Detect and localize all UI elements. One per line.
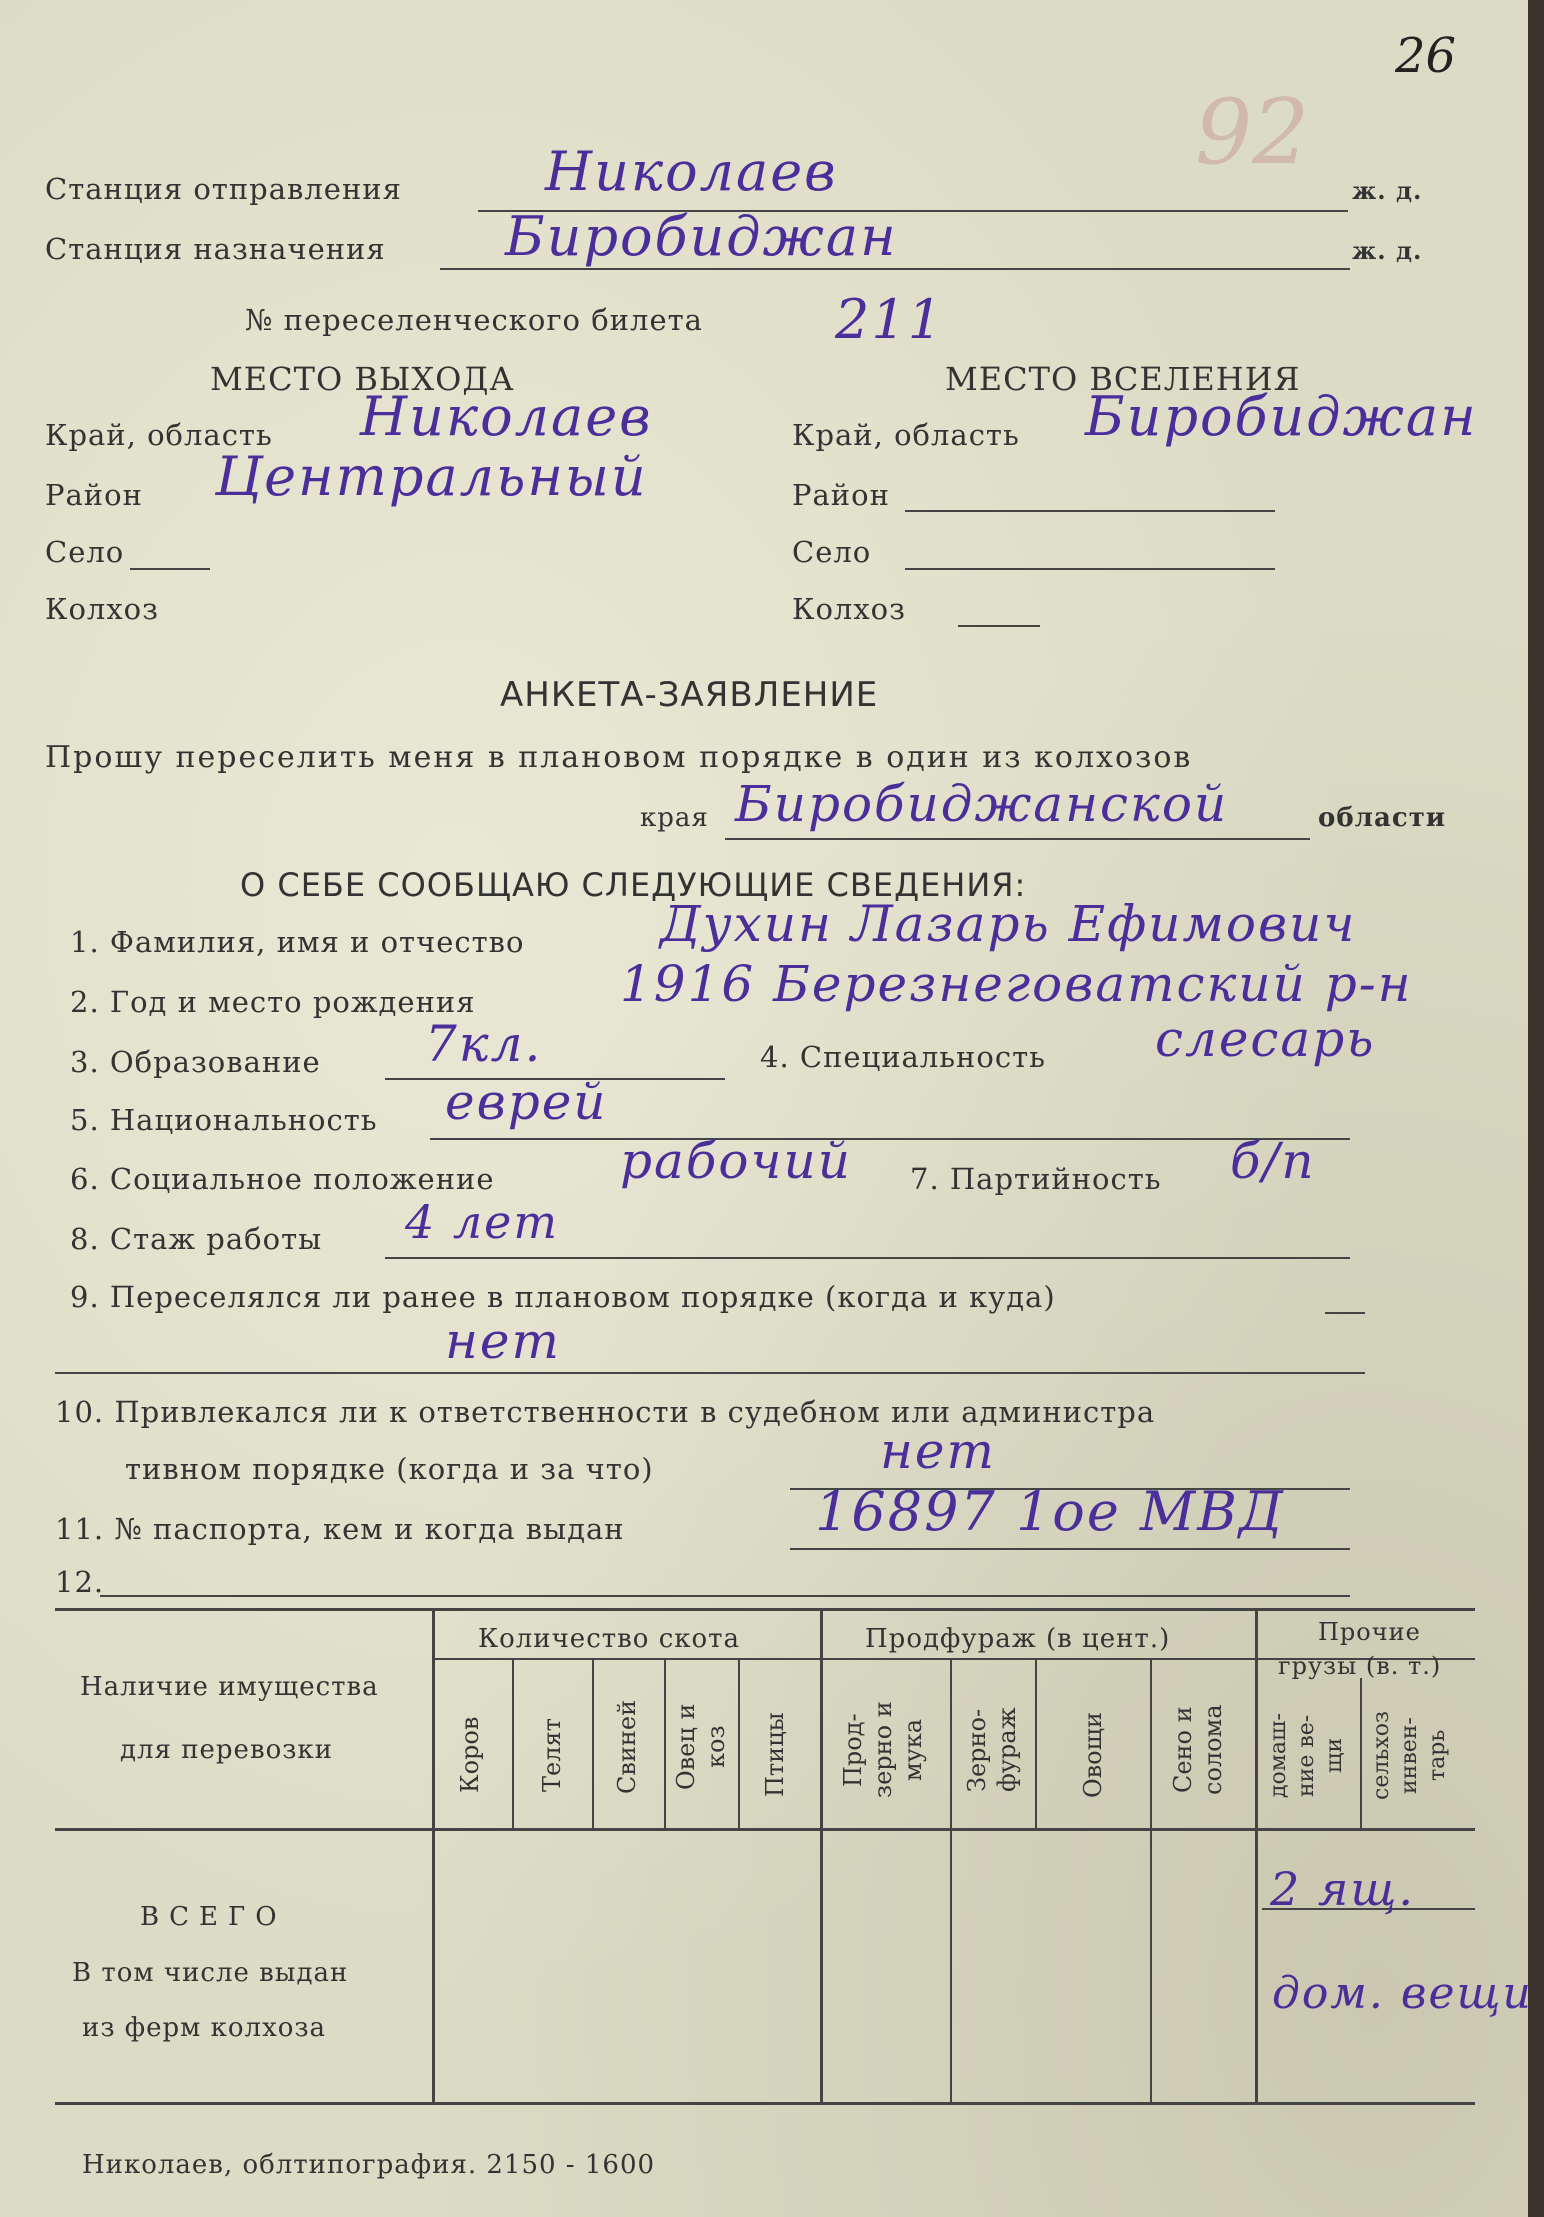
col-birds: Птицы (761, 1712, 789, 1798)
table-group-other-1: Прочие (1318, 1618, 1421, 1646)
footer-imprint: Николаев, облтипография. 2150 - 1600 (82, 2150, 656, 2180)
item-8-line (385, 1257, 1350, 1259)
destination-district-line (905, 510, 1275, 512)
table-incl-label-2: из ферм колхоза (82, 2013, 327, 2043)
item-12-label: 12. (55, 1565, 105, 1599)
destination-region-value: Биробиджан (1085, 385, 1478, 448)
item-2-value: 1916 Березнеговатский р-н (620, 955, 1413, 1013)
table-group-other-2: грузы (в. т.) (1278, 1652, 1442, 1680)
ticket-label: № переселенческого билета (245, 303, 703, 337)
col-cows: Коров (456, 1716, 484, 1794)
departure-station-value: Николаев (545, 140, 838, 203)
departure-railway-suffix: ж. д. (1352, 176, 1423, 205)
item-8-value: 4 лет (405, 1195, 560, 1249)
item-7-label: 7. Партийность (910, 1162, 1162, 1196)
col-sheep: Овец и коз (672, 1703, 730, 1791)
ticket-value: 211 (835, 288, 945, 351)
item-11-value: 16897 1ое МВД (815, 1480, 1285, 1543)
form-title: АНКЕТА-ЗАЯВЛЕНИЕ (500, 675, 879, 715)
col-hay: Сено и солома (1169, 1704, 1227, 1796)
table-col-divider-main (432, 1608, 435, 2102)
departure-station-label: Станция отправления (45, 172, 402, 206)
item-11-label: 11. № паспорта, кем и когда выдан (55, 1512, 625, 1546)
table-incl-label-1: В том числе выдан (72, 1958, 349, 1988)
item-9-answer-line (55, 1372, 1365, 1374)
household-total-value: 2 ящ. (1270, 1862, 1416, 1916)
item-12-line (100, 1595, 1350, 1597)
table-col-divider (1360, 1678, 1362, 1828)
item-3-label: 3. Образование (70, 1045, 321, 1079)
table-col-divider (950, 1658, 952, 2102)
item-11-line (790, 1548, 1350, 1550)
destination-kolkhoz-label: Колхоз (792, 592, 906, 626)
table-header-bottom-border (55, 1828, 1475, 1831)
destination-station-line (440, 268, 1350, 270)
origin-region-value: Николаев (360, 385, 653, 448)
destination-station-value: Биробиджан (505, 205, 898, 268)
origin-district-label: Район (45, 478, 143, 512)
col-household: домаш- ние ве- щи (1266, 1713, 1347, 1798)
col-calves: Телят (538, 1718, 566, 1792)
table-col-divider (592, 1658, 594, 1828)
table-col-divider (738, 1658, 740, 1828)
request-oblasti: области (1318, 803, 1447, 833)
about-heading: О СЕБЕ СООБЩАЮ СЛЕДУЮЩИЕ СВЕДЕНИЯ: (240, 866, 1027, 904)
item-8-label: 8. Стаж работы (70, 1222, 323, 1256)
item-1-value: Духин Лазарь Ефимович (660, 895, 1357, 953)
table-row-header-1: Наличие имущества (80, 1672, 379, 1702)
table-total-label: ВСЕГО (140, 1902, 287, 1932)
item-5-value: еврей (445, 1073, 608, 1131)
col-farm: сельхоз инвен- тарь (1369, 1711, 1450, 1800)
origin-village-line (130, 568, 210, 570)
table-col-divider (664, 1658, 666, 1828)
item-1-label: 1. Фамилия, имя и отчество (70, 925, 525, 959)
item-6-label: 6. Социальное положение (70, 1162, 495, 1196)
item-2-label: 2. Год и место рождения (70, 985, 476, 1019)
origin-kolkhoz-label: Колхоз (45, 592, 159, 626)
destination-region-label: Край, область (792, 418, 1020, 452)
item-10-label-2: тивном порядке (когда и за что) (125, 1452, 654, 1486)
origin-village-label: Село (45, 535, 125, 569)
table-row-header-2: для перевозки (120, 1735, 333, 1765)
item-9-label: 9. Переселялся ли ранее в плановом порядке (когда и куда) (70, 1280, 1056, 1314)
item-5-line (430, 1138, 1350, 1140)
origin-district-value: Центральный (215, 445, 648, 508)
destination-kolkhoz-line (958, 625, 1040, 627)
item-10-label-1: 10. Привлекался ли к ответственности в судебном или администра (55, 1395, 1156, 1429)
origin-region-label: Край, область (45, 418, 273, 452)
col-feed: Зерно- фураж (963, 1707, 1021, 1793)
item-4-label: 4. Специальность (760, 1040, 1046, 1074)
col-veg: Овощи (1079, 1712, 1107, 1798)
destination-railway-suffix: ж. д. (1352, 236, 1423, 265)
table-col-divider-main (820, 1608, 823, 2102)
col-grain: Прод- зерно и мука (839, 1701, 927, 1799)
table-group-livestock: Количество скота (478, 1624, 741, 1654)
item-3-value: 7кл. (425, 1015, 543, 1073)
table-top-border (55, 1608, 1475, 1611)
request-line-1: Прошу переселить меня в плановом порядке в один из колхозов (45, 740, 1193, 775)
table-bottom-border (55, 2102, 1475, 2105)
request-region-value: Биробиджанской (735, 775, 1229, 833)
item-9-value: нет (445, 1312, 561, 1370)
destination-station-label: Станция назначения (45, 232, 386, 266)
table-col-divider (1035, 1658, 1037, 1828)
faint-mark: 92 (1195, 80, 1310, 185)
item-5-label: 5. Национальность (70, 1103, 378, 1137)
household-note: дом. вещи (1272, 1968, 1533, 2019)
destination-village-label: Село (792, 535, 872, 569)
item-9-line (1325, 1312, 1365, 1314)
table-col-divider-main (1255, 1608, 1258, 2102)
request-kraya: края (640, 803, 709, 833)
origin-heading: МЕСТО ВЫХОДА (210, 360, 515, 398)
table-col-divider (512, 1658, 514, 1828)
destination-village-line (905, 568, 1275, 570)
table-group-fodder: Продфураж (в цент.) (865, 1624, 1171, 1654)
col-pigs: Свиней (613, 1699, 641, 1795)
page-number: 26 (1395, 28, 1457, 84)
item-7-value: б/п (1230, 1132, 1316, 1190)
destination-heading: МЕСТО ВСЕЛЕНИЯ (945, 360, 1301, 398)
item-4-value: слесарь (1155, 1010, 1376, 1068)
item-10-value: нет (880, 1422, 996, 1480)
destination-district-label: Район (792, 478, 890, 512)
table-col-divider (1150, 1658, 1152, 2102)
request-region-line (725, 838, 1310, 840)
item-6-value: рабочий (620, 1132, 852, 1190)
